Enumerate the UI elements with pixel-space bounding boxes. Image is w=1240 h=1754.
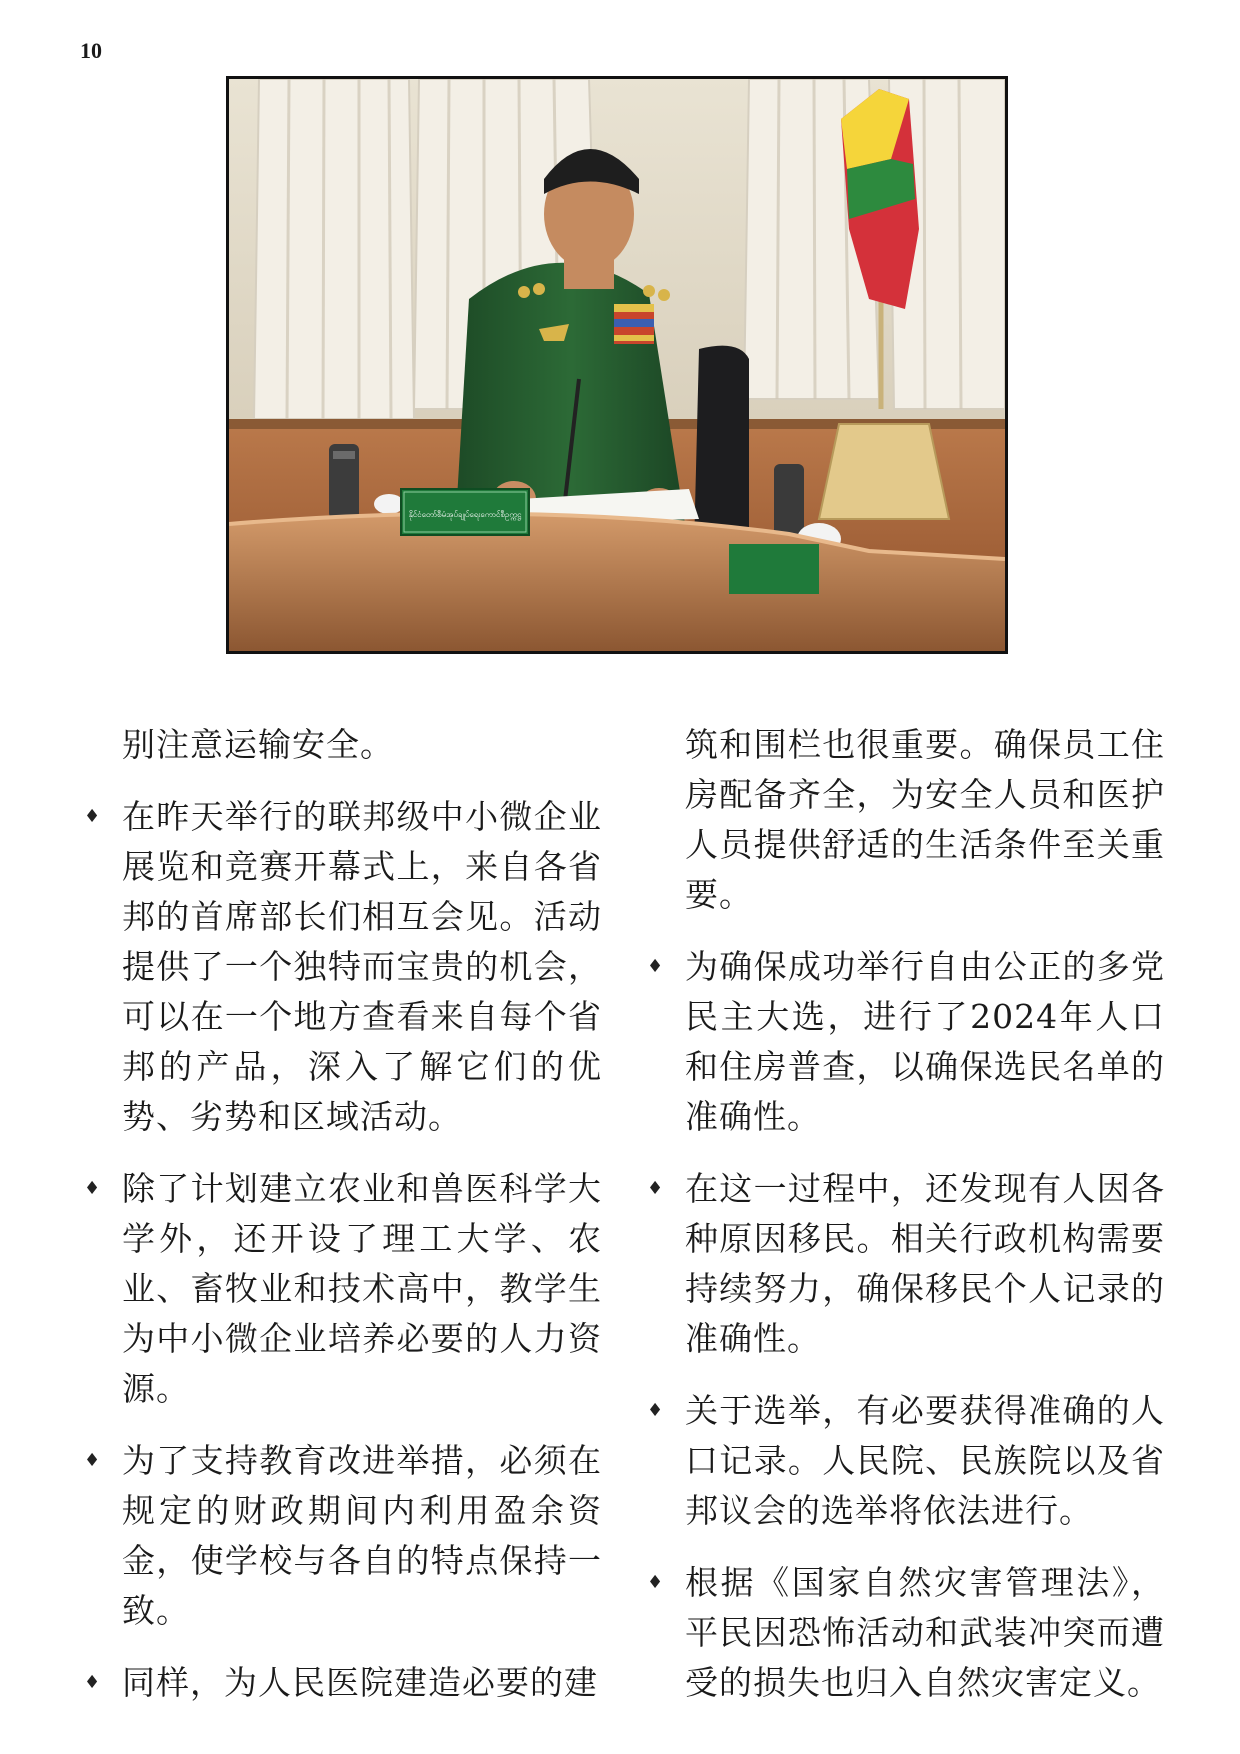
bullet-text: 在昨天举行的联邦级中小微企业展览和竞赛开幕式上，来自各省邦的首席部长们相互会见。活动提供了一个独特而宝贵的机会，可以在一个地方查看来自每个省邦的产品，深入了解它们的优势、劣势和区域活动。 [122,797,602,1136]
page-number: 10 [80,38,102,63]
left-column [82,720,602,1730]
bullet-item [82,1658,602,1708]
paragraph [82,720,602,770]
bullet-text: 同样，为人民医院建造必要的建 [122,1663,598,1702]
diamond-bullet-icon: ♦ [647,956,665,977]
right-column [645,720,1165,1730]
photo-illustration [229,79,1005,651]
bullet-item [82,792,602,1142]
bullet-text: 根据《国家自然灾害管理法》，平民因恐怖活动和武装冲突而遭受的损失也归入自然灾害定义。 [685,1563,1165,1702]
nameplate-text: နိုင်ငံတော်စီမံအုပ်ချုပ်ရေးကောင်စီဥက္ကဋ္ဌ [408,510,522,519]
bullet-item [82,1436,602,1636]
diamond-bullet-icon: ♦ [647,1572,665,1593]
photo-of-officer-at-meeting [226,76,1008,654]
bullet-item [645,1386,1165,1536]
bullet-item [82,1164,602,1414]
diamond-bullet-icon: ♦ [84,1450,102,1471]
diamond-bullet-icon: ♦ [84,806,102,827]
bullet-text: 为确保成功举行自由公正的多党民主大选，进行了2024年人口和住房普查，以确保选民名单的准确性。 [685,947,1165,1136]
bullet-text: 除了计划建立农业和兽医科学大学外，还开设了理工大学、农业、畜牧业和技术高中，教学生为中小微企业培养必要的人力资源。 [122,1169,602,1408]
paragraph-text: 别注意运输安全。 [122,725,394,764]
diamond-bullet-icon: ♦ [84,1672,102,1693]
bullet-item [645,1164,1165,1364]
paragraph [645,720,1165,920]
bullet-text: 为了支持教育改进举措，必须在规定的财政期间内利用盈余资金，使学校与各自的特点保持一致。 [122,1441,602,1630]
bullet-item [645,1558,1165,1708]
paragraph-text: 筑和围栏也很重要。确保员工住房配备齐全，为安全人员和医护人员提供舒适的生活条件至关重要。 [685,725,1165,914]
diamond-bullet-icon: ♦ [647,1400,665,1421]
diamond-bullet-icon: ♦ [647,1178,665,1199]
bullet-text: 在这一过程中，还发现有人因各种原因移民。相关行政机构需要持续努力，确保移民个人记录的准确性。 [685,1169,1165,1358]
bullet-text: 关于选举，有必要获得准确的人口记录。人民院、民族院以及省邦议会的选举将依法进行。 [685,1391,1165,1530]
diamond-bullet-icon: ♦ [84,1178,102,1199]
bullet-item [645,942,1165,1142]
